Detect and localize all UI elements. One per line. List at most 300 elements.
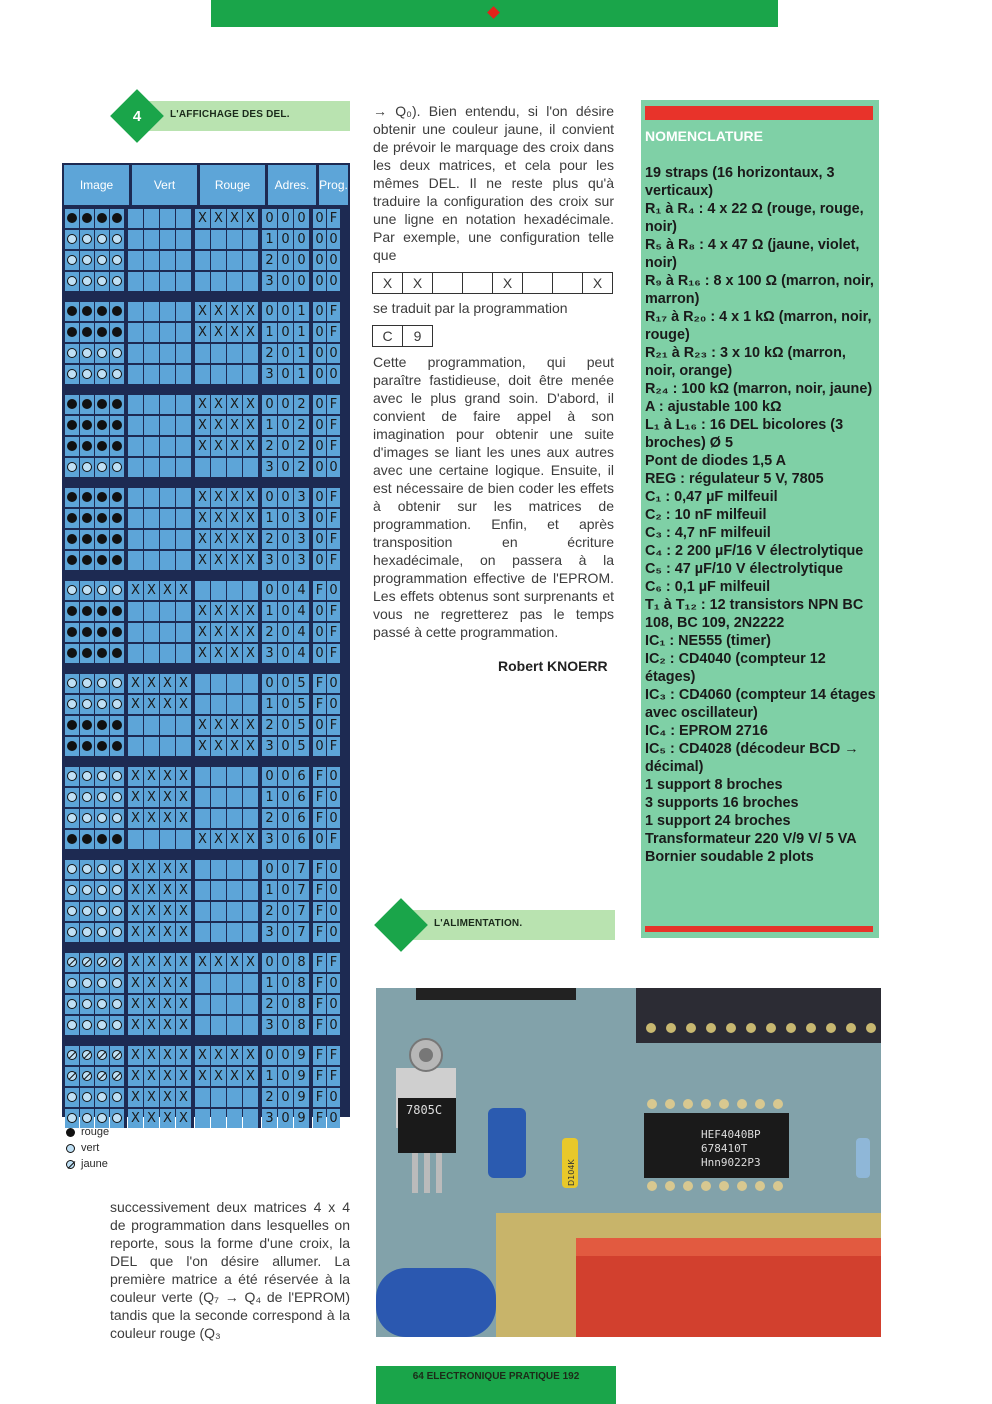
- led-dot-icon: [82, 999, 92, 1009]
- address-cell: 3: [262, 1016, 277, 1035]
- divider: [124, 530, 127, 549]
- table-row: [64, 859, 348, 880]
- prog-cell: 0: [313, 551, 326, 570]
- prog-cell: 0: [313, 344, 326, 363]
- divider: [258, 437, 261, 456]
- rouge-cell: [243, 995, 258, 1014]
- vert-cell: X: [128, 809, 143, 828]
- led-cell: [95, 830, 109, 849]
- divider: [191, 995, 194, 1014]
- divider: [258, 416, 261, 435]
- led-cell: [80, 788, 94, 807]
- top-red-bar: [645, 106, 873, 120]
- led-cell: [110, 323, 124, 342]
- table-row: [64, 952, 348, 973]
- led-cell: [65, 695, 79, 714]
- prog-cell: F: [313, 809, 326, 828]
- rouge-cell: [211, 272, 226, 291]
- rouge-cell: X: [227, 488, 242, 507]
- led-dot-icon: [97, 306, 107, 316]
- led-dot-icon: [67, 213, 77, 223]
- address-cell: 0: [262, 581, 277, 600]
- prog-cell: F: [313, 1046, 326, 1065]
- ic-label-3: Hnn9022P3: [701, 1156, 761, 1169]
- led-cell: [65, 623, 79, 642]
- led-dot-icon: [112, 741, 122, 751]
- led-cell: [80, 767, 94, 786]
- prog-cell: 0: [313, 644, 326, 663]
- rouge-cell: [211, 365, 226, 384]
- led-dot-icon: [82, 834, 92, 844]
- list-item: R₅ à R₈ : 4 x 47 Ω (jaune, violet, noir): [645, 237, 860, 271]
- vert-cell: [176, 209, 191, 228]
- led-cell: [65, 809, 79, 828]
- rouge-cell: X: [195, 437, 210, 456]
- divider: [309, 1016, 312, 1035]
- legend-swatch-icon: [66, 1160, 75, 1169]
- vert-cell: X: [176, 674, 191, 693]
- led-dot-icon: [97, 492, 107, 502]
- prog-cell: F: [327, 551, 340, 570]
- vert-cell: [176, 437, 191, 456]
- led-cell: [110, 974, 124, 993]
- address-cell: 9: [294, 1067, 309, 1086]
- table-row: [64, 808, 348, 829]
- led-cell: [95, 251, 109, 270]
- led-cell: [95, 602, 109, 621]
- rouge-cell: X: [243, 623, 258, 642]
- divider: [258, 902, 261, 921]
- divider: [258, 581, 261, 600]
- address-cell: 0: [278, 488, 293, 507]
- rouge-cell: X: [195, 623, 210, 642]
- address-cell: 0: [294, 272, 309, 291]
- vert-cell: [176, 551, 191, 570]
- address-cell: 0: [278, 953, 293, 972]
- led-dot-icon: [82, 234, 92, 244]
- rouge-cell: [243, 881, 258, 900]
- divider: [191, 902, 194, 921]
- rouge-cell: [195, 860, 210, 879]
- divider: [309, 1109, 312, 1128]
- divider: [124, 716, 127, 735]
- led-dot-icon: [82, 255, 92, 265]
- led-dot-icon: [67, 741, 77, 751]
- rouge-cell: [211, 344, 226, 363]
- address-cell: 0: [278, 860, 293, 879]
- legend-swatch-icon: [66, 1144, 75, 1153]
- address-cell: 0: [278, 344, 293, 363]
- divider: [191, 716, 194, 735]
- vert-cell: [144, 416, 159, 435]
- rouge-cell: [211, 674, 226, 693]
- vert-cell: [128, 716, 143, 735]
- led-cell: [110, 767, 124, 786]
- rouge-cell: [211, 809, 226, 828]
- vert-cell: X: [160, 1016, 175, 1035]
- rouge-cell: X: [243, 209, 258, 228]
- address-cell: 0: [278, 902, 293, 921]
- vert-cell: X: [128, 581, 143, 600]
- address-cell: 0: [278, 551, 293, 570]
- table-row: [64, 550, 348, 571]
- image-group: [64, 673, 348, 757]
- divider: [309, 458, 312, 477]
- led-cell: [110, 953, 124, 972]
- vert-cell: X: [144, 923, 159, 942]
- vert-cell: [144, 716, 159, 735]
- led-cell: [65, 716, 79, 735]
- led-cell: [65, 860, 79, 879]
- divider: [309, 923, 312, 942]
- prog-cell: F: [327, 602, 340, 621]
- vert-cell: [128, 830, 143, 849]
- divider: [258, 953, 261, 972]
- rouge-cell: X: [243, 509, 258, 528]
- vert-cell: [176, 602, 191, 621]
- list-item: T₁ à T₁₂ : 12 transistors NPN BC 108, BC 109, 2N2222: [645, 597, 864, 631]
- legend-swatch-icon: [66, 1128, 75, 1137]
- address-cell: 0: [278, 1109, 293, 1128]
- table-row: [64, 301, 348, 322]
- divider: [309, 437, 312, 456]
- rouge-cell: [227, 344, 242, 363]
- vert-cell: X: [144, 860, 159, 879]
- rouge-cell: [243, 860, 258, 879]
- example-cell: X: [492, 272, 523, 294]
- divider: [191, 395, 194, 414]
- divider: [258, 602, 261, 621]
- led-cell: [95, 230, 109, 249]
- led-cell: [95, 881, 109, 900]
- vert-cell: X: [176, 860, 191, 879]
- prog-cell: F: [313, 902, 326, 921]
- address-cell: 0: [278, 830, 293, 849]
- led-dot-icon: [97, 606, 107, 616]
- led-cell: [80, 551, 94, 570]
- rouge-cell: [195, 1016, 210, 1035]
- divider: [309, 902, 312, 921]
- led-cell: [65, 1067, 79, 1086]
- address-cell: 0: [278, 1088, 293, 1107]
- led-dot-icon: [67, 441, 77, 451]
- vert-cell: [128, 323, 143, 342]
- rouge-cell: X: [227, 509, 242, 528]
- rouge-cell: [211, 974, 226, 993]
- led-dot-icon: [112, 906, 122, 916]
- divider: [258, 209, 261, 228]
- image-group: [64, 766, 348, 850]
- led-dot-icon: [82, 699, 92, 709]
- table-row: [64, 901, 348, 922]
- led-dot-icon: [97, 1050, 107, 1060]
- led-cell: [65, 230, 79, 249]
- divider: [309, 1067, 312, 1086]
- led-dot-icon: [67, 813, 77, 823]
- address-cell: 7: [294, 902, 309, 921]
- vert-cell: [176, 395, 191, 414]
- vert-cell: X: [128, 788, 143, 807]
- divider: [191, 416, 194, 435]
- rouge-cell: X: [227, 416, 242, 435]
- table-row: [64, 736, 348, 757]
- address-cell: 0: [278, 437, 293, 456]
- divider: [191, 1067, 194, 1086]
- divider: [124, 1109, 127, 1128]
- divider: [309, 788, 312, 807]
- rouge-cell: [195, 1088, 210, 1107]
- divider: [191, 788, 194, 807]
- address-cell: 0: [278, 509, 293, 528]
- led-cell: [65, 323, 79, 342]
- divider: [191, 230, 194, 249]
- address-cell: 8: [294, 995, 309, 1014]
- divider: [191, 581, 194, 600]
- prog-cell: F: [327, 209, 340, 228]
- led-dot-icon: [82, 606, 92, 616]
- led-dot-icon: [97, 534, 107, 544]
- image-group: [64, 487, 348, 571]
- rouge-cell: [227, 788, 242, 807]
- led-dot-icon: [67, 327, 77, 337]
- table-row: [64, 994, 348, 1015]
- rouge-cell: [211, 767, 226, 786]
- divider: [258, 674, 261, 693]
- image-group: [64, 208, 348, 292]
- led-cell: [65, 416, 79, 435]
- led-dot-icon: [67, 462, 77, 472]
- table-row: [64, 229, 348, 250]
- led-cell: [65, 509, 79, 528]
- address-cell: 2: [262, 530, 277, 549]
- legend-label: rouge: [81, 1126, 110, 1138]
- rouge-cell: X: [211, 509, 226, 528]
- led-cell: [80, 695, 94, 714]
- led-cell: [80, 272, 94, 291]
- prog-cell: 0: [313, 272, 326, 291]
- prog-cell: F: [327, 1046, 340, 1065]
- address-cell: 3: [262, 1109, 277, 1128]
- led-cell: [80, 923, 94, 942]
- mid-paragraph-3: Cette programmation, qui peut paraître fastidieuse, doit être menée avec le plus grand soin. D'abord, il convient de faire appel à son imagination pour obtenir une suite d'images se liant les unes aux autres avec une certaine logique. Ensuite, il est nécessaire de bien coder les effets à obtenir sur les matrices de programmation. Enfin, et après transposition en écriture hexadécimale, on passera à la programmation effective de l'EPROM. Les effets obtenus sont surprenants et vous ne regretterez pas le temps passé à cette programmation.: [373, 354, 614, 640]
- vert-cell: [144, 623, 159, 642]
- rouge-cell: [243, 344, 258, 363]
- led-cell: [80, 365, 94, 384]
- rouge-cell: [195, 230, 210, 249]
- divider: [309, 209, 312, 228]
- led-dot-icon: [82, 585, 92, 595]
- address-cell: 0: [278, 695, 293, 714]
- address-cell: 1: [262, 974, 277, 993]
- led-dot-icon: [97, 699, 107, 709]
- divider: [124, 251, 127, 270]
- led-dot-icon: [82, 678, 92, 688]
- led-cell: [80, 737, 94, 756]
- rouge-cell: [211, 995, 226, 1014]
- divider: [124, 674, 127, 693]
- prog-cell: F: [327, 509, 340, 528]
- rouge-cell: [195, 881, 210, 900]
- vert-cell: X: [160, 695, 175, 714]
- address-cell: 1: [294, 302, 309, 321]
- led-dot-icon: [82, 792, 92, 802]
- legend-item: [66, 1124, 109, 1140]
- prog-cell: 0: [313, 458, 326, 477]
- rouge-cell: [227, 995, 242, 1014]
- circuit-photo-illustration: [376, 988, 881, 1337]
- vert-cell: [176, 458, 191, 477]
- rouge-cell: [227, 251, 242, 270]
- rouge-cell: [195, 923, 210, 942]
- led-cell: [80, 674, 94, 693]
- led-cell: [95, 395, 109, 414]
- vert-cell: X: [176, 1109, 191, 1128]
- led-dot-icon: [67, 885, 77, 895]
- address-cell: 1: [262, 323, 277, 342]
- address-cell: 1: [294, 365, 309, 384]
- header-vert: Vert: [132, 165, 197, 205]
- address-cell: 2: [294, 416, 309, 435]
- rouge-cell: X: [195, 602, 210, 621]
- vert-cell: [176, 530, 191, 549]
- divider: [309, 674, 312, 693]
- led-cell: [95, 1016, 109, 1035]
- address-cell: 0: [278, 644, 293, 663]
- divider: [258, 1046, 261, 1065]
- led-cell: [110, 623, 124, 642]
- prog-cell: 0: [313, 716, 326, 735]
- address-cell: 3: [262, 737, 277, 756]
- divider: [258, 365, 261, 384]
- address-cell: 0: [262, 860, 277, 879]
- list-item: R₁₇ à R₂₀ : 4 x 1 kΩ (marron, noir, rouge): [645, 309, 872, 343]
- divider: [124, 623, 127, 642]
- vert-cell: [176, 716, 191, 735]
- rouge-cell: X: [195, 737, 210, 756]
- rouge-cell: X: [211, 953, 226, 972]
- led-dot-icon: [82, 213, 92, 223]
- rouge-cell: X: [211, 302, 226, 321]
- vert-cell: [128, 437, 143, 456]
- rouge-cell: X: [211, 551, 226, 570]
- led-dot-icon: [97, 792, 107, 802]
- divider: [191, 623, 194, 642]
- led-dot-icon: [67, 906, 77, 916]
- table-row: [64, 1087, 348, 1108]
- list-item: R₁ à R₄ : 4 x 22 Ω (rouge, rouge, noir): [645, 201, 864, 235]
- divider: [124, 1046, 127, 1065]
- rouge-cell: [227, 1109, 242, 1128]
- divider: [309, 860, 312, 879]
- prog-cell: 0: [313, 302, 326, 321]
- rouge-cell: X: [227, 209, 242, 228]
- rouge-cell: X: [211, 1046, 226, 1065]
- divider: [124, 509, 127, 528]
- vert-cell: X: [128, 974, 143, 993]
- led-dot-icon: [112, 957, 122, 967]
- table-row: [64, 394, 348, 415]
- led-dot-icon: [67, 420, 77, 430]
- address-cell: 3: [262, 272, 277, 291]
- vert-cell: [176, 623, 191, 642]
- table-row: [64, 766, 348, 787]
- vert-cell: X: [176, 1088, 191, 1107]
- vert-cell: X: [176, 995, 191, 1014]
- led-dot-icon: [67, 1092, 77, 1102]
- led-dot-icon: [82, 927, 92, 937]
- rouge-cell: [211, 1088, 226, 1107]
- rouge-cell: [211, 581, 226, 600]
- divider: [309, 716, 312, 735]
- led-dot-icon: [112, 699, 122, 709]
- address-cell: 0: [278, 623, 293, 642]
- led-cell: [110, 602, 124, 621]
- vert-cell: [160, 437, 175, 456]
- divider: [191, 674, 194, 693]
- led-cell: [95, 509, 109, 528]
- led-cell: [110, 1088, 124, 1107]
- led-cell: [95, 902, 109, 921]
- table-row: [64, 973, 348, 994]
- led-dot-icon: [67, 369, 77, 379]
- rouge-cell: X: [195, 302, 210, 321]
- led-cell: [95, 416, 109, 435]
- list-item: 1 support 8 broches: [645, 777, 783, 793]
- address-cell: 4: [294, 581, 309, 600]
- divider: [258, 1067, 261, 1086]
- rouge-cell: X: [227, 530, 242, 549]
- vert-cell: [160, 365, 175, 384]
- led-dot-icon: [112, 555, 122, 565]
- image-group: [64, 580, 348, 664]
- table-row: [64, 1015, 348, 1036]
- vert-cell: [160, 737, 175, 756]
- divider: [124, 923, 127, 942]
- divider: [258, 767, 261, 786]
- divider: [309, 995, 312, 1014]
- address-cell: 0: [278, 395, 293, 414]
- vert-cell: [144, 323, 159, 342]
- led-dot-icon: [82, 1071, 92, 1081]
- led-dot-icon: [97, 399, 107, 409]
- prog-cell: F: [313, 674, 326, 693]
- led-dot-icon: [112, 255, 122, 265]
- vert-cell: X: [128, 995, 143, 1014]
- rouge-cell: [227, 1016, 242, 1035]
- divider: [309, 695, 312, 714]
- rouge-cell: [227, 923, 242, 942]
- divider: [309, 530, 312, 549]
- divider: [124, 209, 127, 228]
- prog-cell: F: [327, 644, 340, 663]
- led-cell: [65, 953, 79, 972]
- vert-cell: [128, 509, 143, 528]
- vert-cell: X: [160, 581, 175, 600]
- vert-cell: X: [176, 1067, 191, 1086]
- address-cell: 5: [294, 737, 309, 756]
- led-cell: [95, 623, 109, 642]
- led-cell: [95, 788, 109, 807]
- led-dot-icon: [82, 492, 92, 502]
- divider: [258, 881, 261, 900]
- hex-programming-cells: [373, 325, 433, 347]
- led-dot-icon: [67, 678, 77, 688]
- rouge-cell: X: [195, 509, 210, 528]
- vert-cell: X: [128, 767, 143, 786]
- image-group: [64, 952, 348, 1036]
- divider: [124, 602, 127, 621]
- rouge-cell: X: [211, 395, 226, 414]
